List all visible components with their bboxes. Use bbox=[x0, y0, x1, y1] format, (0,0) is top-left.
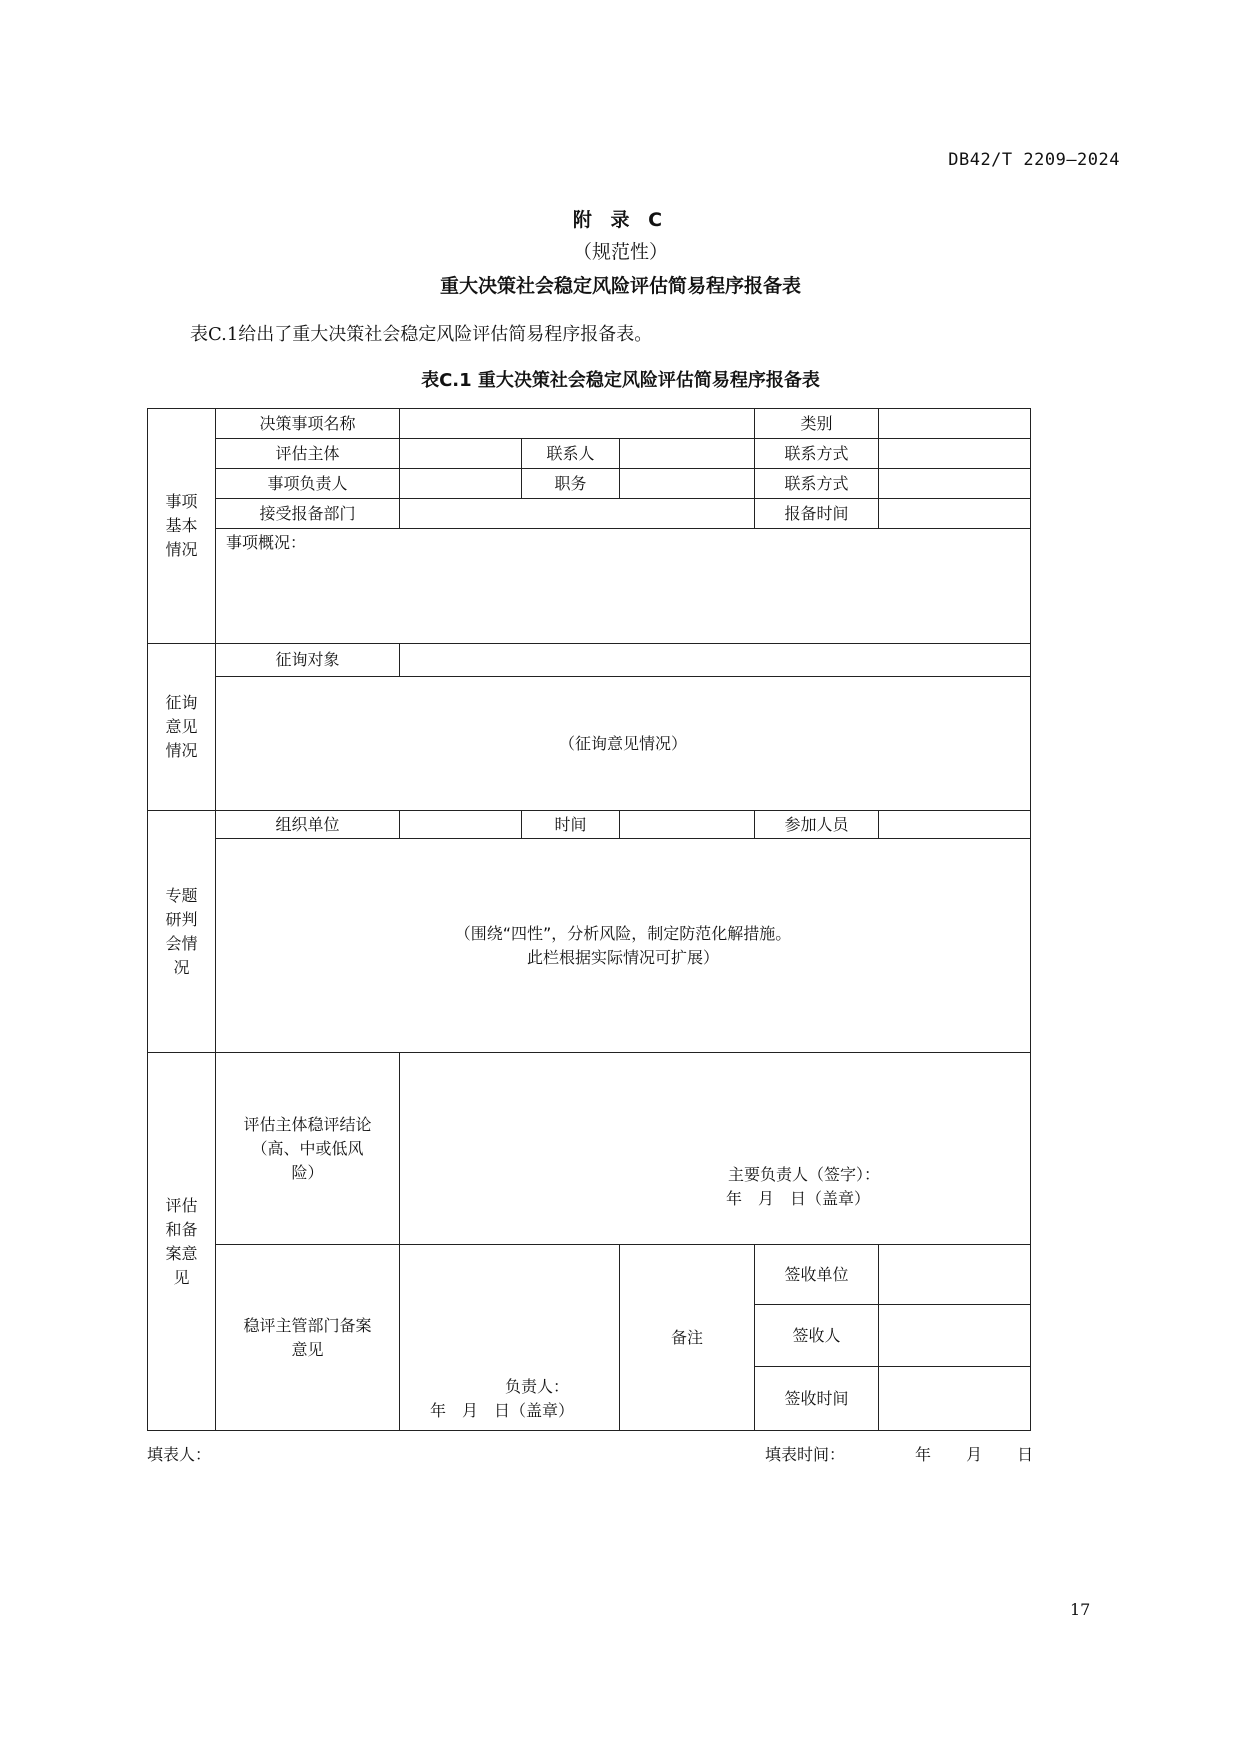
responsible-label: 事项负责人 bbox=[216, 469, 400, 499]
main-responsible-signature: 主要负责人（签字）： bbox=[728, 1165, 881, 1184]
appendix-label: 附 录 C bbox=[572, 209, 669, 231]
receipt-unit-field[interactable] bbox=[879, 1245, 1031, 1305]
fill-date: 年 月 日 bbox=[915, 1445, 1034, 1464]
consult-target-field[interactable] bbox=[400, 644, 1031, 677]
receiving-dept-field[interactable] bbox=[400, 499, 755, 529]
receipt-time-label: 签收时间 bbox=[755, 1367, 879, 1431]
filing-form-table bbox=[147, 408, 1031, 1431]
attendees-label: 参加人员 bbox=[755, 811, 879, 839]
remark-label: 备注 bbox=[620, 1245, 755, 1431]
position-label: 职务 bbox=[522, 469, 620, 499]
appendix-normative: （规范性） bbox=[572, 241, 668, 263]
overview-label: 事项概况： bbox=[226, 533, 307, 552]
section-assessment-label: 评估 和备 案意 见 bbox=[148, 1053, 216, 1431]
org-unit-label: 组织单位 bbox=[216, 811, 400, 839]
category-field[interactable] bbox=[879, 409, 1031, 439]
seminar-time-label: 时间 bbox=[522, 811, 620, 839]
decision-item-label: 决策事项名称 bbox=[216, 409, 400, 439]
document-code: DB42/T 2209—2024 bbox=[948, 150, 1120, 170]
table-caption: 表C.1 重大决策社会稳定风险评估简易程序报备表 bbox=[421, 370, 820, 391]
overview-field[interactable] bbox=[216, 529, 1031, 644]
contact-method2-field[interactable] bbox=[879, 469, 1031, 499]
receiving-dept-label: 接受报备部门 bbox=[216, 499, 400, 529]
contact-person-label: 联系人 bbox=[522, 439, 620, 469]
receipt-unit-label: 签收单位 bbox=[755, 1245, 879, 1305]
conclusion-date-seal: 年 月 日（盖章） bbox=[726, 1189, 871, 1208]
org-unit-field[interactable] bbox=[400, 811, 522, 839]
page-number: 17 bbox=[1070, 1600, 1091, 1619]
intro-paragraph: 表C.1给出了重大决策社会稳定风险评估简易程序报备表。 bbox=[190, 324, 653, 345]
receipt-person-label: 签收人 bbox=[755, 1305, 879, 1367]
dept-opinion-label: 稳评主管部门备案 意见 bbox=[216, 1245, 400, 1431]
seminar-content-field[interactable] bbox=[216, 839, 1031, 1053]
appendix-title: 重大决策社会稳定风险评估简易程序报备表 bbox=[439, 275, 801, 297]
consult-opinion-field[interactable] bbox=[216, 677, 1031, 811]
contact-method-field[interactable] bbox=[879, 439, 1031, 469]
conclusion-field[interactable] bbox=[400, 1053, 1031, 1245]
assessor-label: 评估主体 bbox=[216, 439, 400, 469]
section-consultation-label: 征询 意见 情况 bbox=[148, 644, 216, 811]
filing-time-label: 报备时间 bbox=[755, 499, 879, 529]
contact-method-label: 联系方式 bbox=[755, 439, 879, 469]
decision-item-field[interactable] bbox=[400, 409, 755, 439]
seminar-placeholder-line2: 此栏根据实际情况可扩展） bbox=[527, 947, 720, 967]
position-field[interactable] bbox=[620, 469, 755, 499]
fill-time-label: 填表时间： bbox=[765, 1445, 846, 1464]
filing-time-field[interactable] bbox=[879, 499, 1031, 529]
category-label: 类别 bbox=[755, 409, 879, 439]
consult-opinion-placeholder: （征询意见情况） bbox=[559, 733, 688, 753]
contact-person-field[interactable] bbox=[620, 439, 755, 469]
dept-date-seal: 年 月 日（盖章） bbox=[430, 1401, 575, 1420]
section-seminar-label: 专题 研判 会情 况 bbox=[148, 811, 216, 1053]
contact-method2-label: 联系方式 bbox=[755, 469, 879, 499]
seminar-placeholder-line1: （围绕“四性”，分析风险，制定防范化解措施。 bbox=[454, 923, 792, 943]
conclusion-label: 评估主体稳评结论 （高、中或低风 险） bbox=[216, 1053, 400, 1245]
receipt-time-field[interactable] bbox=[879, 1367, 1031, 1431]
dept-responsible: 负责人： bbox=[505, 1377, 570, 1396]
receipt-person-field[interactable] bbox=[879, 1305, 1031, 1367]
consult-target-label: 征询对象 bbox=[216, 644, 400, 677]
assessor-field[interactable] bbox=[400, 439, 522, 469]
responsible-field[interactable] bbox=[400, 469, 522, 499]
section-basic-info-label: 事项 基本 情况 bbox=[148, 409, 216, 644]
dept-opinion-field[interactable] bbox=[400, 1245, 620, 1431]
seminar-time-field[interactable] bbox=[620, 811, 755, 839]
filler-label: 填表人： bbox=[147, 1445, 212, 1464]
attendees-field[interactable] bbox=[879, 811, 1031, 839]
